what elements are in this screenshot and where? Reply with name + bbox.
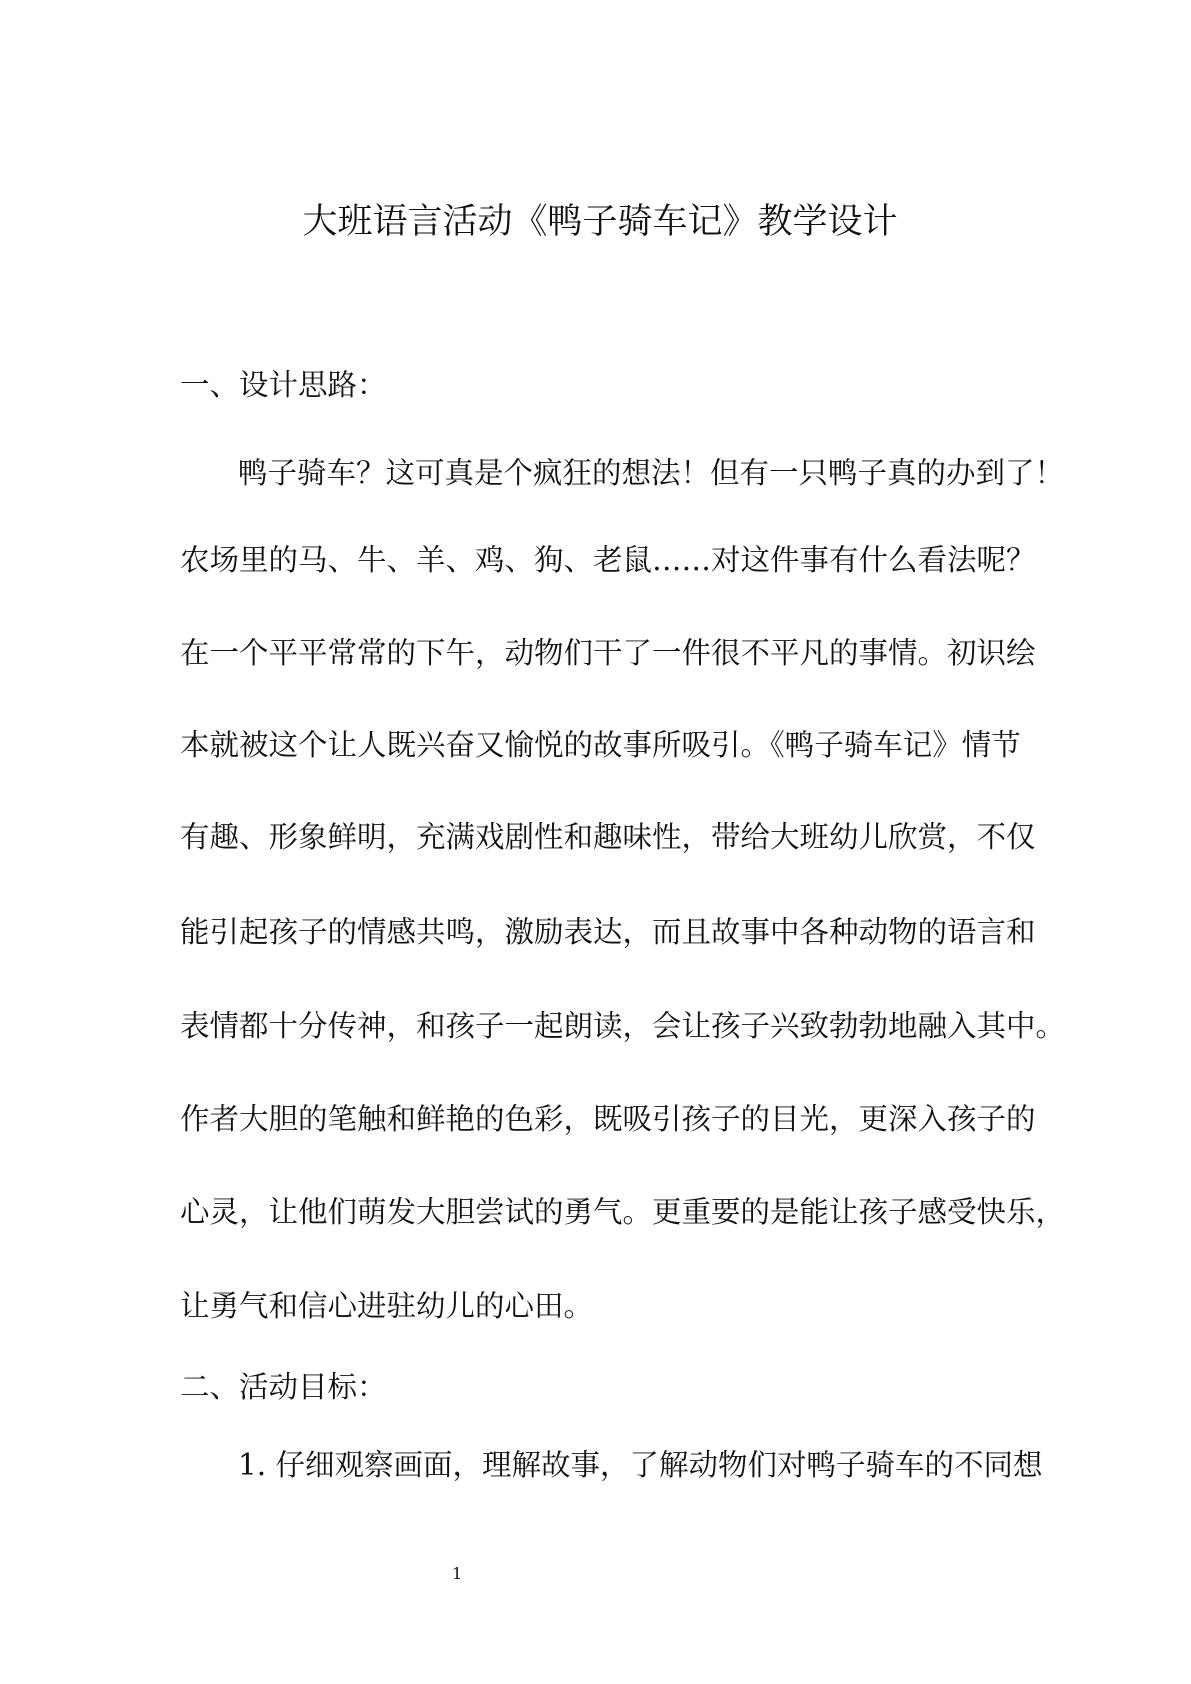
list-item: 1. 仔细观察画面，理解故事，了解动物们对鸭子骑车的不同想 [238,1448,1043,1482]
paragraph-line: 作者大胆的笔触和鲜艳的色彩，既吸引孩子的目光，更深入孩子的 [180,1102,1036,1136]
document-title: 大班语言活动《鸭子骑车记》教学设计 [302,202,898,242]
paragraph-line: 表情都十分传神，和孩子一起朗读，会让孩子兴致勃勃地融入其中。 [180,1009,1066,1043]
paragraph-line: 心灵，让他们萌发大胆尝试的勇气。更重要的是能让孩子感受快乐， [180,1195,1066,1229]
section-heading: 一、设计思路： [180,368,387,402]
paragraph-line: 让勇气和信心进驻幼儿的心田。 [180,1289,594,1323]
paragraph-line: 在一个平平常常的下午，动物们干了一件很不平凡的事情。初识绘 [180,636,1036,670]
section-heading: 二、活动目标： [180,1370,387,1404]
paragraph-line: 鸭子骑车？这可真是个疯狂的想法！但有一只鸭子真的办到了！ [238,456,1065,490]
paragraph-line: 本就被这个让人既兴奋又愉悦的故事所吸引。《鸭子骑车记》情节 [180,728,1021,762]
paragraph-line: 能引起孩子的情感共鸣，激励表达，而且故事中各种动物的语言和 [180,915,1036,949]
paragraph-line: 有趣、形象鲜明，充满戏剧性和趣味性，带给大班幼儿欣赏，不仅 [180,820,1036,854]
paragraph-line: 农场里的马、牛、羊、鸡、狗、老鼠……对这件事有什么看法呢？ [180,543,1036,577]
page-number: 1 [452,1564,463,1583]
